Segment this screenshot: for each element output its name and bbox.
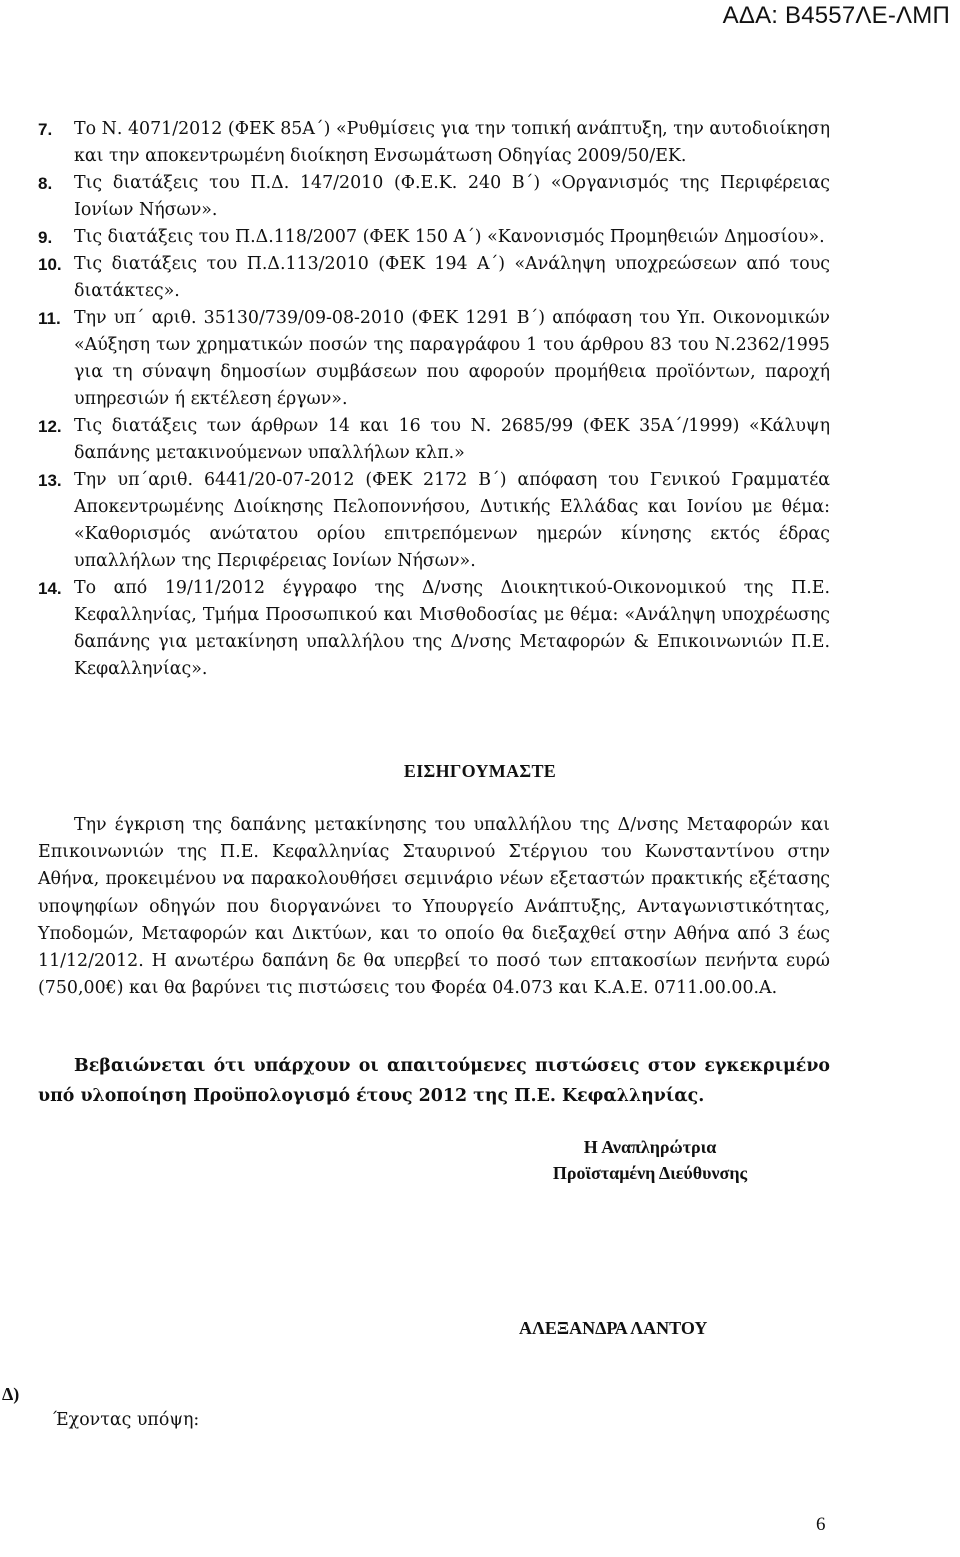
ada-code: ΑΔΑ: Β4557ΛΕ-ΛΜΠ [722, 2, 950, 29]
reference-text: Τις διατάξεις των άρθρων 14 και 16 του Ν. 2685/99 (ΦΕΚ 35Α΄/1999) «Κάλυψη δαπάνης μετακινούμενων υπαλλήλων κλπ.» [74, 416, 830, 463]
reference-text: Τις διατάξεις του Π.Δ.113/2010 (ΦΕΚ 194 Α΄) «Ανάληψη υποχρεώσεων από τους διατάκτες». [74, 254, 830, 301]
reference-item [38, 170, 830, 224]
reference-item [38, 467, 830, 575]
reference-list [38, 116, 830, 683]
reference-item [38, 305, 830, 413]
reference-number: 11. [38, 309, 61, 328]
reference-text: Τις διατάξεις του Π.Δ. 147/2010 (Φ.Ε.Κ. 240 Β΄) «Οργανισμός της Περιφέρειας Ιονίων Νήσων». [74, 173, 830, 220]
reference-item [38, 575, 830, 683]
credit-certification: Βεβαιώνεται ότι υπάρχουν οι απαιτούμενες πιστώσεις στον εγκεκριμένο υπό υλοποίηση Προϋπολογισμό έτους 2012 της Π.Ε. Κεφαλληνίας. [38, 1056, 830, 1106]
reference-text: Την υπ΄αριθ. 6441/20-07-2012 (ΦΕΚ 2172 Β΄) απόφαση του Γενικού Γραμματέα Αποκεντρωμένης Διοίκησης Πελοποννήσου, Δυτικής Ελλάδας και Ιονίου με θέμα: «Καθορισμός ανώτατου ορίου επιτρεπόμενων ημερών κίνησης εκτός έδρας υπαλλήλων της Περιφέρειας Ιονίων Νήσων». [74, 470, 830, 571]
reference-number: 9. [38, 228, 53, 247]
reference-number: 10. [38, 255, 62, 274]
page-number: 6 [816, 1514, 826, 1535]
reference-item [38, 224, 830, 251]
reference-item [38, 251, 830, 305]
reference-number: 7. [38, 120, 53, 139]
reference-text: Το από 19/11/2012 έγγραφο της Δ/νσης Διοικητικού-Οικονομικού της Π.Ε. Κεφαλληνίας, Τμήμα Προσωπικού και Μισθοδοσίας με θέμα: «Ανάληψη υποχρέωσης δαπάνης για μετακίνηση υπαλλήλου της Δ/νσης Μεταφορών & Επικοινωνιών Π.Ε. Κεφαλληνίας». [74, 578, 830, 679]
reference-text: Τις διατάξεις του Π.Δ.118/2007 (ΦΕΚ 150 Α΄) «Κανονισμός Προμηθειών Δημοσίου». [74, 227, 825, 247]
section-intro: Έχοντας υπόψη: [53, 1410, 200, 1430]
reference-number: 8. [38, 174, 53, 193]
signatory-department: Προϊσταμένη Διεύθυνσης [552, 1163, 748, 1183]
reference-item [38, 413, 830, 467]
proposal-body: Την έγκριση της δαπάνης μετακίνησης του υπαλλήλου της Δ/νσης Μεταφορών και Επικοινωνιών της Π.Ε. Κεφαλληνίας Σταυρινού Στέργιου του Κωνσταντίνου στην Αθήνα, προκειμένου να παρακολουθήσει σεμινάριο νέων εξεταστών πρακτικής εξέτασης υποψηφίων οδηγών που διοργανώνει το Υπουργείο Ανάπτυξης, Ανταγωνιστικότητας, Υποδομών, Μεταφορών και Δικτύων, και το οποίο θα διεξαχθεί στην Αθήνα από 3 έως 11/12/2012. Η ανωτέρω δαπάνη δε θα υπερβεί το ποσό των επτακοσίων πενήντα ευρώ (750,00€) και θα βαρύνει τις πιστώσεις του Φορέα 04.073 και Κ.Α.Ε. 0711.00.00.Α. [38, 815, 830, 999]
reference-number: 13. [38, 471, 62, 490]
proposal-heading: ΕΙΣΗΓΟΥΜΑΣΤΕ [403, 761, 557, 781]
section-label: Δ) [2, 1384, 20, 1404]
reference-text: Την υπ΄ αριθ. 35130/739/09-08-2010 (ΦΕΚ 1291 Β΄) απόφαση του Υπ. Οικονομικών «Αύξηση των χρηματικών ποσών της παραγράφου 1 του άρθρου 83 του Ν.2362/1995 για τη σύναψη δημοσίων συμβάσεων που αφορούν προμήθεια προϊόντων, παροχή υπηρεσιών ή εκτέλεση έργων». [74, 308, 830, 409]
reference-number: 12. [38, 417, 62, 436]
signatory-name: ΑΛΕΞΑΝΔΡΑ ΛΑΝΤΟΥ [519, 1318, 708, 1338]
signatory-role: Η Αναπληρώτρια [583, 1137, 717, 1157]
reference-number: 14. [38, 579, 62, 598]
reference-text: Το Ν. 4071/2012 (ΦΕΚ 85Α΄) «Ρυθμίσεις για την τοπική ανάπτυξη, την αυτοδιοίκηση και την αποκεντρωμένη διοίκηση Ενσωμάτωση Οδηγίας 2009/50/ΕΚ. [74, 119, 830, 166]
reference-item [38, 116, 830, 170]
